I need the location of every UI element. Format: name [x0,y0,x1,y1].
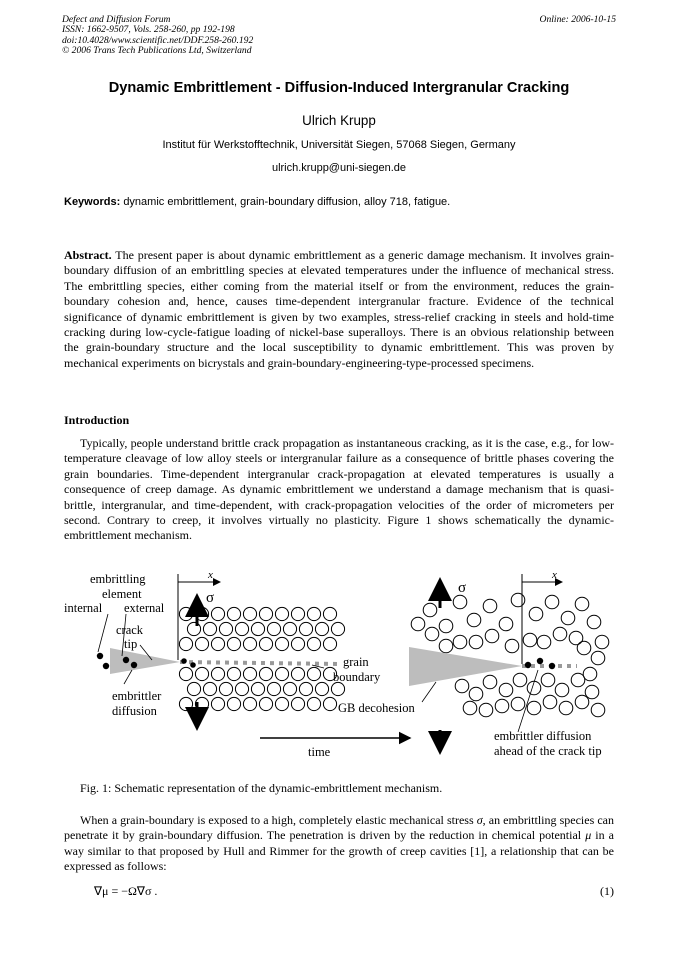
embrittler-dot [525,662,531,668]
grain-circle [591,651,605,665]
grain-circle [211,667,224,680]
grain-circle [307,607,320,620]
label-diffusion: diffusion [112,704,157,718]
figure-caption: Fig. 1: Schematic representation of the dynamic-embrittlement mechanism. [80,781,443,795]
grain-circle [323,697,336,710]
abstract-label: Abstract. [64,248,112,262]
grain-circle [227,637,240,650]
grain-circle [323,637,336,650]
grain-circle [187,682,200,695]
grain-circle [467,613,481,627]
label-sigma-left: σ [206,590,215,606]
grain-circle [425,627,439,641]
grain-circle [511,593,525,607]
grain-circle [571,673,585,687]
grain-circle [179,607,192,620]
grain-circle [275,667,288,680]
grain-circle [307,637,320,650]
grain-circle [583,667,597,681]
journal-header [62,15,253,57]
grain-circle [283,622,296,635]
grain-boundary-line-left [180,662,342,664]
grain-circle [259,607,272,620]
label-external: external [124,601,165,615]
grain-circle [439,639,453,653]
equation-number: (1) [600,884,614,898]
grain-circle [543,695,557,709]
embrittler-dot [97,653,103,659]
grain-circle [537,635,551,649]
grain-circle [219,682,232,695]
section-heading-introduction: Introduction [64,413,130,427]
grain-circle [283,682,296,695]
symbol-mu: μ [585,828,592,843]
grain-circle [275,697,288,710]
grain-circle [505,639,519,653]
grain-circle [299,622,312,635]
label-x-left: x [208,569,213,581]
doi-line: doi:10.4028/www.scientific.net/DDF.258-260.192 [62,34,254,46]
grain-circle [559,701,573,715]
grain-circle [235,622,248,635]
crack-wedge-left [110,648,180,674]
label-ahead-2: ahead of the crack tip [494,744,602,758]
grain-circle [483,675,497,689]
grain-circle [469,687,483,701]
p2-text-2: , an embrittling species can penetrate it by grain-boundary diffusion. The penetration is driven by the reduction in chemical potential [64,813,614,843]
copyright-line: © 2006 Trans Tech Publications Ltd, Switzerland [62,45,252,57]
grain-circle [243,607,256,620]
grain-circle [545,595,559,609]
grain-circle [499,617,513,631]
author-name: Ulrich Krupp [302,113,376,128]
grain-circle [211,697,224,710]
keywords-label: Keywords: [64,196,121,208]
grain-circle [499,683,513,697]
grain-circle [561,611,575,625]
label-gb-decohesion: GB decohesion [338,701,415,715]
label-boundary: boundary [333,670,381,684]
grain-circle [291,667,304,680]
embrittler-dot [123,657,129,663]
grain-circle [577,641,591,655]
introduction-paragraph: Typically, people understand brittle crack propagation as instantaneous cracking, as it is the case, e.g., for low-temperature cleavage of low alloy steels or intergranular failure as a consequence of brittle phases covering the grain boundaries. Time-dependent intergranular crack-propagation at elevated temperatures is usually a consequence of creep damage. As dynamic embrittlement we understand a damage mechanism that is quasi-brittle, intergranular, and time-dependent, with crack-propagation velocities of the order of micrometers per second. Contrary to creep, it involves virtually no plasticity. Figure 1 shows schematically the dynamic-embrittlement mechanism. [64,436,614,543]
grain-circle [179,667,192,680]
grain-circle [555,683,569,697]
embrittler-dot [190,662,196,668]
label-time: time [308,745,331,759]
grain-circle [195,637,208,650]
figure-1-schematic [62,562,618,768]
grain-circle [529,607,543,621]
journal-name: Defect and Diffusion Forum [62,14,171,25]
grain-circle [203,682,216,695]
symbol-sigma: σ [476,813,483,827]
grain-circle [453,595,467,609]
grain-circle [523,633,537,647]
grain-circle [227,697,240,710]
grain-circle [227,667,240,680]
keywords [64,196,450,208]
grain-circle [203,622,216,635]
grain-circle [511,697,525,711]
grain-circle [211,607,224,620]
grain-circle [439,619,453,633]
author-email: ulrich.krupp@uni-siegen.de [271,162,407,174]
grain-circle [291,637,304,650]
label-ahead-1: embrittler diffusion [494,729,592,743]
grain-circle [423,603,437,617]
grain-circle [227,607,240,620]
grain-circle [513,673,527,687]
grain-circle [219,622,232,635]
grain-circle [243,697,256,710]
grain-circle [235,682,248,695]
embrittler-dot [181,658,187,664]
label-embrittling: embrittling [90,572,146,586]
grain-circle [315,682,328,695]
grain-circle [453,635,467,649]
grain-circle [323,607,336,620]
grain-circle [575,695,589,709]
grain-circle [275,637,288,650]
grain-circle [495,699,509,713]
equation-1: ∇μ = −Ω∇σ . [94,884,158,898]
grain-circle [259,637,272,650]
grain-circle [575,597,589,611]
grain-circle [211,637,224,650]
grain-circle [315,622,328,635]
grain-circle [331,682,344,695]
paper-title: Dynamic Embrittlement - Diffusion-Induced Intergranular Cracking [108,80,570,96]
grain-circle [585,685,599,699]
grain-circle [195,667,208,680]
grain-circle [569,631,583,645]
grain-circle [587,615,601,629]
grain-field-left [179,607,344,710]
abstract [64,248,614,371]
affiliation: Institut für Werkstofftechnik, Universität Siegen, 57068 Siegen, Germany [162,139,516,151]
embrittler-dot [549,663,555,669]
grain-circle [251,622,264,635]
grain-circle [591,703,605,717]
issn-line: ISSN: 1662-9507, Vols. 258-260, pp 192-198 [62,24,235,36]
grain-circle [455,679,469,693]
grain-circle [291,607,304,620]
embrittler-dot [131,662,137,668]
grain-circle [251,682,264,695]
paragraph-2 [64,813,614,875]
abstract-text: The present paper is about dynamic embrittlement as a generic damage mechanism. It involves grain-boundary diffusion of an embrittling species at elevated temperatures under the influence of mechanical stress. The embrittling species, either coming from the material itself or from the environment, reduces the grain-boundary cohesion and, hence, causes time-dependent intergranular fracture. Evidence of the technical significance of dynamic embrittlement is given by two examples, stress-relief cracking in steels and hold-time cracking during low-cycle-fatigue loading of nickel-base superalloys. There is an obvious relationship between the grain-boundary structure and the local susceptibility to dynamic embrittlement. This was proven by mechanical experiments on bicrystals and grain-boundary-engineering-type-processed specimens. [64,248,614,370]
grain-circle [179,697,192,710]
grain-circle [291,697,304,710]
grain-circle [179,637,192,650]
grain-circle [595,635,609,649]
grain-circle [243,667,256,680]
grain-circle [527,701,541,715]
grain-circle [307,697,320,710]
grain-circle [187,622,200,635]
grain-circle [469,635,483,649]
label-tip: tip [124,637,138,651]
grain-circle [307,667,320,680]
embrittler-dot [103,663,109,669]
grain-circle [259,667,272,680]
grain-circle [267,682,280,695]
grain-circle [485,629,499,643]
label-internal: internal [64,601,103,615]
online-date: Online: 2006-10-15 [539,14,616,25]
grain-circle [299,682,312,695]
grain-circle [331,622,344,635]
keywords-text: dynamic embrittlement, grain-boundary diffusion, alloy 718, fatigue. [123,196,451,208]
grain-circle [275,607,288,620]
grain-circle [483,599,497,613]
grain-circle [267,622,280,635]
p2-text-3: in a way similar to that proposed by Hull and Rimmer for the growth of creep cavities [1], a relationship that can be expressed as follows: [64,828,614,874]
label-sigma-right: σ [458,580,467,596]
grain-circle [463,701,477,715]
label-element: element [102,587,142,601]
label-embrittler: embrittler [112,689,162,703]
embrittler-dot [537,658,543,664]
grain-circle [259,697,272,710]
grain-circle [479,703,493,717]
label-grain: grain [343,655,369,669]
grain-circle [243,637,256,650]
p2-text-1: When a grain-boundary is exposed to a high, completely elastic mechanical stress [80,813,477,827]
label-crack: crack [116,623,144,637]
label-x-right: x [552,569,557,581]
grain-circle [541,673,555,687]
grain-circle [553,627,567,641]
grain-circle [411,617,425,631]
